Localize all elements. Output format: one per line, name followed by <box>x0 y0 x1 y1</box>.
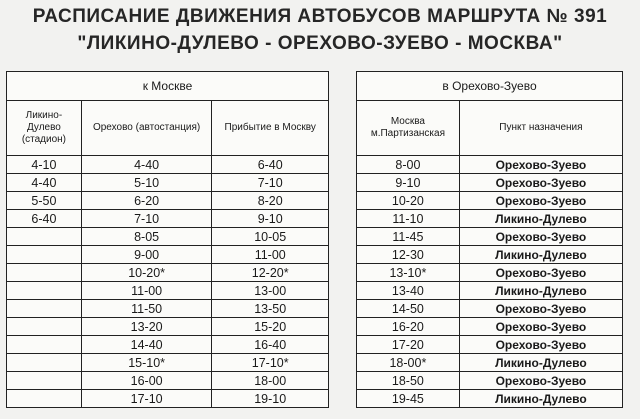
moscow-departure-time-cell: 14-50 <box>357 300 460 318</box>
destination-cell: Ликино-Дулево <box>459 354 622 372</box>
likino-dulevo-time-cell <box>7 246 82 264</box>
arrival-moscow-time-cell: 17-10* <box>212 354 329 372</box>
arrival-moscow-time-cell: 13-50 <box>212 300 329 318</box>
table-row <box>7 192 329 210</box>
moscow-departure-time-cell: 10-20 <box>357 192 460 210</box>
table-row <box>7 264 329 282</box>
moscow-departure-time-cell: 9-10 <box>357 174 460 192</box>
to-moscow-table <box>6 71 329 408</box>
moscow-departure-time-cell: 18-00* <box>357 354 460 372</box>
table-row <box>7 156 329 174</box>
table-row <box>357 318 623 336</box>
orekhovo-time-cell: 6-20 <box>81 192 212 210</box>
destination-cell: Орехово-Зуево <box>459 318 622 336</box>
arrival-moscow-time-cell: 10-05 <box>212 228 329 246</box>
orekhovo-time-cell: 17-10 <box>81 390 212 408</box>
moscow-departure-time-cell: 13-40 <box>357 282 460 300</box>
moscow-departure-time-cell: 11-10 <box>357 210 460 228</box>
table-row <box>357 372 623 390</box>
table-row <box>7 210 329 228</box>
moscow-departure-time-cell: 17-20 <box>357 336 460 354</box>
likino-dulevo-time-cell <box>7 390 82 408</box>
to-moscow-section-header: к Москве <box>7 72 329 101</box>
orekhovo-time-cell: 10-20* <box>81 264 212 282</box>
table-row <box>7 300 329 318</box>
moscow-departure-time-cell: 8-00 <box>357 156 460 174</box>
likino-dulevo-time-cell: 5-50 <box>7 192 82 210</box>
arrival-moscow-time-cell: 16-40 <box>212 336 329 354</box>
orekhovo-time-cell: 8-05 <box>81 228 212 246</box>
orekhovo-time-cell: 11-50 <box>81 300 212 318</box>
table-row <box>7 174 329 192</box>
destination-cell: Орехово-Зуево <box>459 174 622 192</box>
destination-cell: Орехово-Зуево <box>459 300 622 318</box>
destination-cell: Ликино-Дулево <box>459 282 622 300</box>
col-header-orekhovo: Орехово (автостанция) <box>81 101 212 156</box>
orekhovo-time-cell: 13-20 <box>81 318 212 336</box>
table-row <box>357 228 623 246</box>
table-row <box>7 354 329 372</box>
schedule-title: РАСПИСАНИЕ ДВИЖЕНИЯ АВТОБУСОВ МАРШРУТА № 391 <box>32 6 608 27</box>
orekhovo-time-cell: 16-00 <box>81 372 212 390</box>
table-row <box>7 372 329 390</box>
orekhovo-time-cell: 11-00 <box>81 282 212 300</box>
table-row <box>357 210 623 228</box>
table-row <box>7 282 329 300</box>
destination-cell: Ликино-Дулево <box>459 210 622 228</box>
likino-dulevo-time-cell: 4-40 <box>7 174 82 192</box>
destination-cell: Ликино-Дулево <box>459 390 622 408</box>
col-header-likino-dulevo: Ликино-Дулево (стадион) <box>7 101 82 156</box>
moscow-departure-time-cell: 13-10* <box>357 264 460 282</box>
arrival-moscow-time-cell: 18-00 <box>212 372 329 390</box>
col-header-moscow-partizanskaya: Москва м.Партизанская <box>357 101 460 156</box>
destination-cell: Орехово-Зуево <box>459 156 622 174</box>
table-row <box>7 318 329 336</box>
destination-cell: Орехово-Зуево <box>459 228 622 246</box>
orekhovo-time-cell: 5-10 <box>81 174 212 192</box>
destination-cell: Орехово-Зуево <box>459 264 622 282</box>
arrival-moscow-time-cell: 6-40 <box>212 156 329 174</box>
arrival-moscow-time-cell: 9-10 <box>212 210 329 228</box>
table-row <box>7 246 329 264</box>
likino-dulevo-time-cell: 4-10 <box>7 156 82 174</box>
arrival-moscow-time-cell: 11-00 <box>212 246 329 264</box>
arrival-moscow-time-cell: 7-10 <box>212 174 329 192</box>
table-row <box>357 390 623 408</box>
col-header-arrival-moscow: Прибытие в Москву <box>212 101 329 156</box>
moscow-departure-time-cell: 16-20 <box>357 318 460 336</box>
likino-dulevo-time-cell <box>7 228 82 246</box>
likino-dulevo-time-cell <box>7 318 82 336</box>
orekhovo-time-cell: 15-10* <box>81 354 212 372</box>
table-row <box>357 336 623 354</box>
to-orekhovo-table <box>356 71 623 408</box>
col-header-destination: Пункт назначения <box>459 101 622 156</box>
table-row <box>357 264 623 282</box>
table-row <box>357 354 623 372</box>
destination-cell: Орехово-Зуево <box>459 192 622 210</box>
destination-cell: Орехово-Зуево <box>459 336 622 354</box>
moscow-departure-time-cell: 12-30 <box>357 246 460 264</box>
destination-cell: Орехово-Зуево <box>459 372 622 390</box>
likino-dulevo-time-cell <box>7 372 82 390</box>
orekhovo-time-cell: 14-40 <box>81 336 212 354</box>
moscow-departure-time-cell: 19-45 <box>357 390 460 408</box>
likino-dulevo-time-cell <box>7 282 82 300</box>
likino-dulevo-time-cell <box>7 264 82 282</box>
destination-cell: Ликино-Дулево <box>459 246 622 264</box>
likino-dulevo-time-cell <box>7 336 82 354</box>
table-row <box>357 156 623 174</box>
table-row <box>7 390 329 408</box>
likino-dulevo-time-cell <box>7 354 82 372</box>
orekhovo-time-cell: 7-10 <box>81 210 212 228</box>
table-row <box>357 300 623 318</box>
table-row <box>357 282 623 300</box>
table-row <box>7 228 329 246</box>
likino-dulevo-time-cell: 6-40 <box>7 210 82 228</box>
route-title: "ЛИКИНО-ДУЛЕВО - ОРЕХОВО-ЗУЕВО - МОСКВА" <box>77 33 563 54</box>
table-row <box>357 174 623 192</box>
arrival-moscow-time-cell: 15-20 <box>212 318 329 336</box>
to-orekhovo-section-header: в Орехово-Зуево <box>357 72 623 101</box>
orekhovo-time-cell: 9-00 <box>81 246 212 264</box>
likino-dulevo-time-cell <box>7 300 82 318</box>
arrival-moscow-time-cell: 13-00 <box>212 282 329 300</box>
orekhovo-time-cell: 4-40 <box>81 156 212 174</box>
table-row <box>357 192 623 210</box>
table-row <box>357 246 623 264</box>
moscow-departure-time-cell: 11-45 <box>357 228 460 246</box>
arrival-moscow-time-cell: 19-10 <box>212 390 329 408</box>
table-row <box>7 336 329 354</box>
arrival-moscow-time-cell: 12-20* <box>212 264 329 282</box>
arrival-moscow-time-cell: 8-20 <box>212 192 329 210</box>
moscow-departure-time-cell: 18-50 <box>357 372 460 390</box>
